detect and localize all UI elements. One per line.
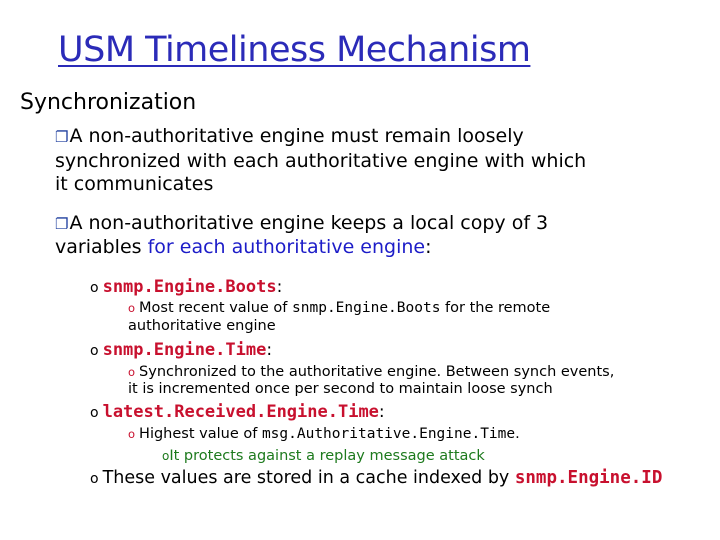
bullet-2-line-1: ❐A non-authoritative engine keeps a local copy of 3 xyxy=(55,212,549,234)
circle-bullet-icon: o xyxy=(90,471,99,487)
var-1-desc-line-2: authoritative engine xyxy=(128,318,276,334)
var-2-desc-line-2: it is incremented once per second to maintain loose synch xyxy=(128,381,553,397)
bullet-1-line-2: synchronized with each authoritative engine with which xyxy=(55,150,587,172)
circle-bullet-icon: o xyxy=(90,405,99,421)
section-heading: Synchronization xyxy=(20,90,197,115)
circle-bullet-icon: o xyxy=(128,365,136,379)
var-snmp-engine-boots: o snmp.Engine.Boots: xyxy=(90,277,283,297)
circle-bullet-icon: o xyxy=(128,427,136,441)
var-latest-received-engine-time: o latest.Received.Engine.Time: xyxy=(90,402,385,422)
var-2-desc-line-1: o Synchronized to the authoritative engine. Between synch events, xyxy=(128,364,615,380)
final-note: o These values are stored in a cache indexed by snmp.Engine.ID xyxy=(90,468,663,488)
var-1-desc-line-1: o Most recent value of snmp.Engine.Boots for the remote xyxy=(128,300,551,316)
var-3-subnote: oIt protects against a replay message attack xyxy=(162,448,485,464)
square-bullet-icon: ❐ xyxy=(55,215,69,233)
circle-bullet-icon: o xyxy=(90,343,99,359)
bullet-1-line-1: ❐A non-authoritative engine must remain loosely xyxy=(55,125,524,147)
circle-bullet-icon: o xyxy=(90,280,99,296)
bullet-1-line-3: it communicates xyxy=(55,173,214,195)
bullet-2-line-2: variables for each authoritative engine: xyxy=(55,236,432,258)
circle-bullet-icon: o xyxy=(128,301,136,315)
page-title: USM Timeliness Mechanism xyxy=(58,30,531,70)
var-snmp-engine-time: o snmp.Engine.Time: xyxy=(90,340,273,360)
circle-bullet-icon: o xyxy=(162,449,170,463)
var-3-desc-line-1: o Highest value of msg.Authoritative.Engine.Time. xyxy=(128,426,520,442)
square-bullet-icon: ❐ xyxy=(55,128,69,146)
